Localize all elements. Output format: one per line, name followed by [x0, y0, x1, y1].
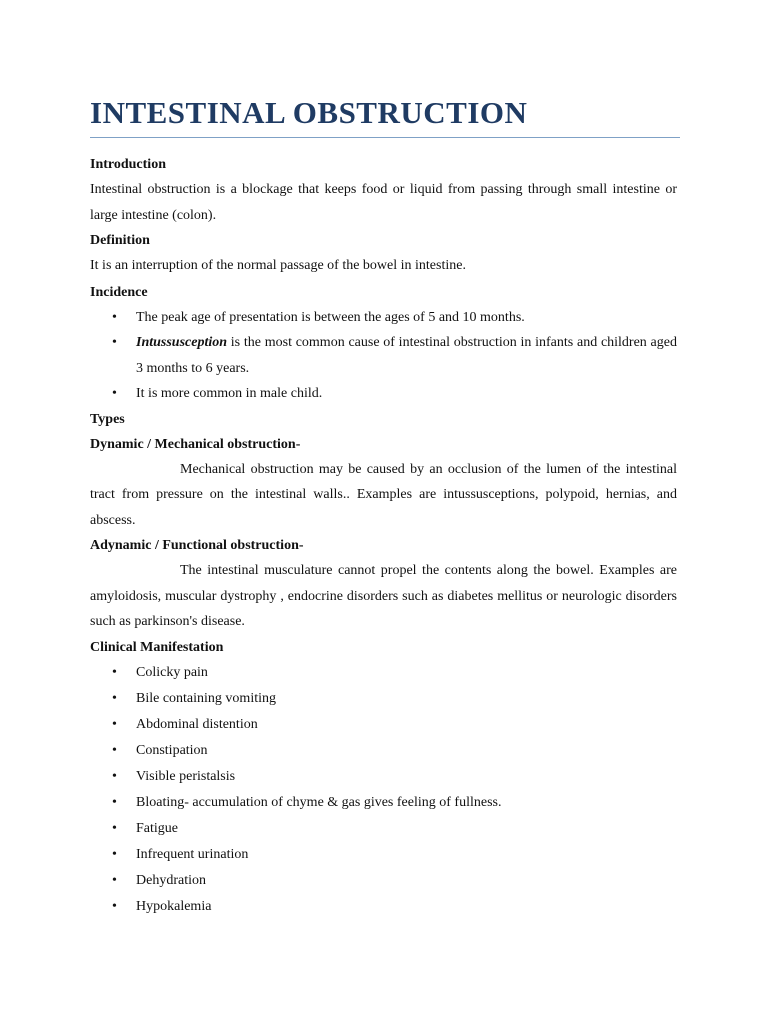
list-item — [90, 738, 677, 764]
bullet-icon: • — [112, 335, 117, 350]
clinical-heading: Clinical Manifestation — [90, 639, 224, 655]
list-item — [90, 660, 677, 686]
bullet-icon: • — [112, 872, 117, 888]
clinical-item-text: Hypokalemia — [136, 898, 212, 914]
bullet-icon: • — [112, 898, 117, 914]
list-item — [90, 790, 677, 816]
list-item — [90, 842, 677, 868]
clinical-item-text: Dehydration — [136, 872, 206, 888]
list-item — [90, 894, 677, 920]
clinical-item-text: Colicky pain — [136, 664, 208, 680]
incidence-item-emphasis: Intussusception — [136, 335, 228, 350]
bullet-icon: • — [112, 716, 117, 732]
bullet-icon: • — [112, 794, 117, 810]
incidence-item-text: is the most common cause of intestinal obstruction in infants and children aged 3 months to 6 years. — [136, 335, 677, 376]
types-heading: Types — [90, 411, 125, 427]
functional-heading: Adynamic / Functional obstruction- — [90, 538, 304, 553]
document-page — [90, 94, 677, 920]
clinical-item-text: Infrequent urination — [136, 846, 249, 862]
clinical-item-text: Fatigue — [136, 820, 178, 836]
bullet-icon: • — [112, 690, 117, 706]
bullet-icon: • — [112, 309, 117, 325]
bullet-icon: • — [112, 846, 117, 862]
clinical-list — [90, 660, 677, 920]
introduction-text: Intestinal obstruction is a blockage that keeps food or liquid from passing through small intestine or large intestine (colon). — [90, 182, 677, 223]
title-divider — [90, 137, 680, 138]
introduction-heading: Introduction — [90, 157, 166, 172]
bullet-icon: • — [112, 742, 117, 758]
bullet-icon: • — [112, 386, 117, 401]
list-item — [90, 868, 677, 894]
definition-text: It is an interruption of the normal passage of the bowel in intestine. — [90, 258, 466, 273]
list-item — [90, 381, 677, 407]
definition-heading: Definition — [90, 233, 150, 248]
incidence-item-text: It is more common in male child. — [136, 386, 323, 401]
functional-text: The intestinal musculature cannot propel the contents along the bowel. Examples are amyloidosis, muscular dystrophy , endocrine disorders such as diabetes mellitus or neurologic disorders such as parkinson's disease. — [90, 563, 677, 629]
clinical-item-text: Bloating- accumulation of chyme & gas gives feeling of fullness. — [136, 794, 502, 810]
incidence-list — [90, 305, 677, 407]
list-item — [90, 686, 677, 712]
clinical-item-text: Abdominal distention — [136, 716, 258, 732]
bullet-icon: • — [112, 820, 117, 836]
page-title: INTESTINAL OBSTRUCTION — [90, 95, 528, 130]
list-item — [90, 816, 677, 842]
list-item — [90, 330, 677, 381]
bullet-icon: • — [112, 768, 117, 784]
mechanical-heading: Dynamic / Mechanical obstruction- — [90, 436, 301, 452]
mechanical-text: Mechanical obstruction may be caused by an occlusion of the lumen of the intestinal tract from pressure on the intestinal walls.. Examples are intussusceptions, polypoid, hernias, and abscess. — [90, 461, 677, 528]
clinical-item-text: Bile containing vomiting — [136, 690, 276, 706]
incidence-item-text: The peak age of presentation is between the ages of 5 and 10 months. — [136, 309, 525, 325]
incidence-heading: Incidence — [90, 284, 148, 300]
list-item — [90, 764, 677, 790]
bullet-icon: • — [112, 664, 117, 680]
list-item — [90, 305, 677, 331]
list-item — [90, 712, 677, 738]
clinical-item-text: Constipation — [136, 742, 208, 758]
clinical-item-text: Visible peristalsis — [136, 768, 236, 784]
